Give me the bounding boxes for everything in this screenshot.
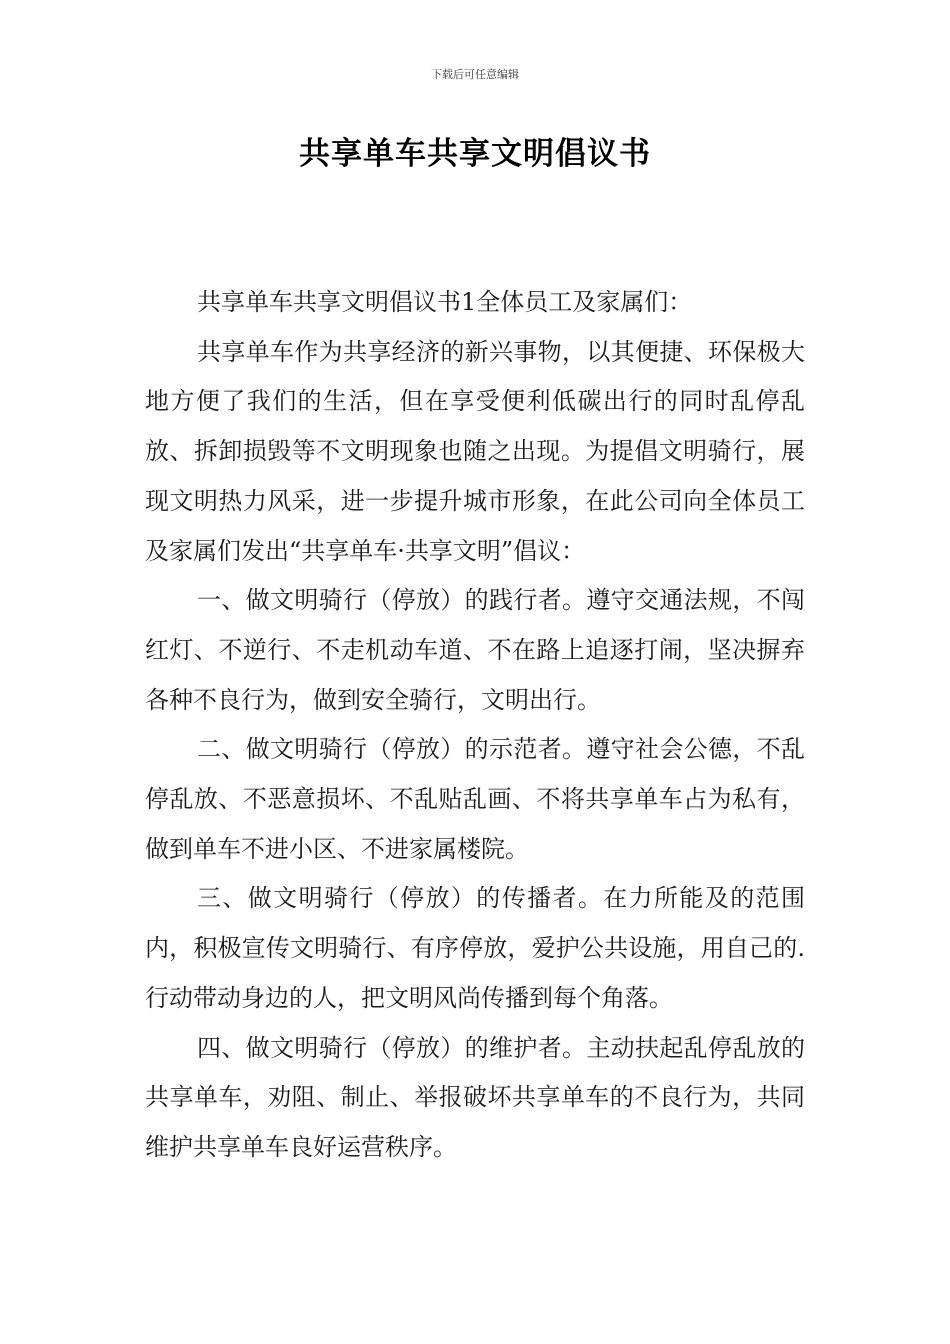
paragraph-intro: 共享单车作为共享经济的新兴事物，以其便捷、环保极大地方便了我们的生活，但在享受便利低碳出行的同时乱停乱放、拆卸损毁等不文明现象也随之出现。为提倡文明骑行，展现文明热力风采，进一步提升城市形象，在此公司向全体员工及家属们发出“共享单车·共享文明”倡议： (145, 337, 805, 565)
paragraph-item-4: 四、做文明骑行（停放）的维护者。主动扶起乱停乱放的共享单车，劝阻、制止、举报破坏共享单车的不良行为，共同维护共享单车良好运营秩序。 (145, 1033, 805, 1161)
paragraph-item-3: 三、做文明骑行（停放）的传播者。在力所能及的范围内，积极宣传文明骑行、有序停放，爱护公共设施，用自己的.行动带动身边的人，把文明风尚传播到每个角落。 (145, 884, 805, 1012)
document-body (145, 278, 805, 1173)
header-note: 下载后可任意编辑 (431, 68, 519, 81)
paragraph-salutation: 共享单车共享文明倡议书1全体员工及家属们： (197, 288, 693, 316)
paragraph-item-2: 二、做文明骑行（停放）的示范者。遵守社会公德，不乱停乱放、不恶意损坏、不乱贴乱画、不将共享单车占为私有，做到单车不进小区、不进家属楼院。 (145, 735, 805, 863)
document-title: 共享单车共享文明倡议书 (299, 136, 651, 172)
paragraph-item-1: 一、做文明骑行（停放）的践行者。遵守交通法规，不闯红灯、不逆行、不走机动车道、不在路上追逐打闹，坚决摒弃各种不良行为，做到安全骑行，文明出行。 (145, 586, 805, 714)
